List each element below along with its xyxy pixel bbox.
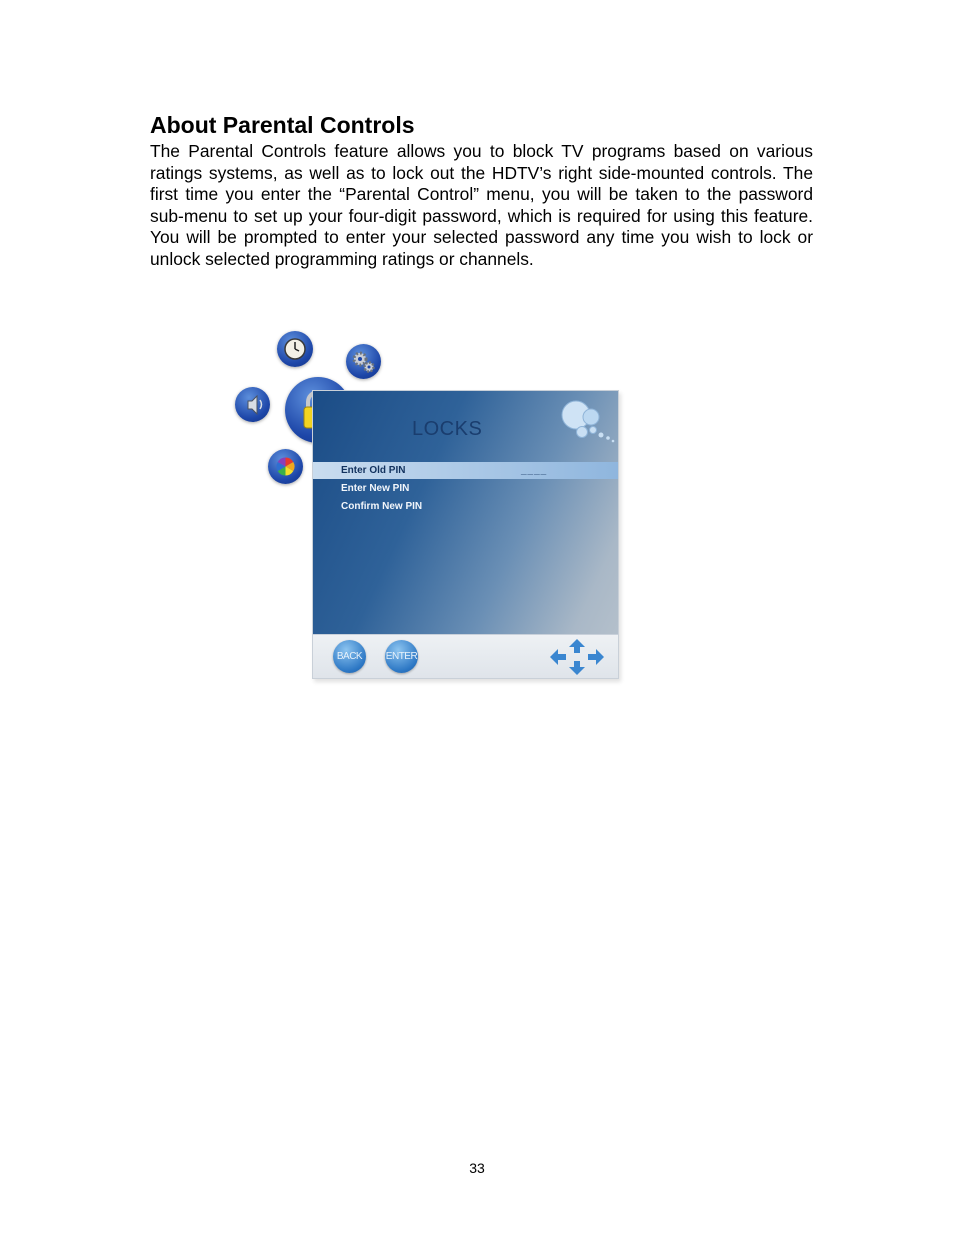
menu-item-label: Confirm New PIN	[341, 501, 423, 512]
section-heading: About Parental Controls	[150, 112, 415, 138]
enter-button[interactable]: ENTER	[385, 640, 418, 673]
body-paragraph: The Parental Controls feature allows you to block TV programs based on various ratings systems, as well as to lock out the HDTV’s right side-mounted controls. The first time you enter the “Parental Control” menu, you will be taken to the password sub-menu to set up your four-digit password, which is required for using this feature. You will be prompted to enter your selected password any time you wish to lock or unlock selected programming ratings or channels.	[150, 141, 813, 269]
menu-list	[313, 462, 618, 516]
gears-icon	[346, 344, 381, 379]
page-number: 33	[469, 1160, 485, 1176]
speaker-icon	[235, 387, 270, 422]
navigation-arrows-icon	[549, 638, 605, 676]
menu-item-label: Enter New PIN	[341, 483, 410, 494]
pin-entry-field[interactable]: ____	[521, 465, 548, 476]
menu-footer	[313, 634, 618, 678]
menu-item-label: Enter Old PIN	[341, 465, 406, 476]
menu-item-confirm-new-pin[interactable]	[313, 498, 618, 515]
menu-title: LOCKS	[412, 418, 483, 440]
tv-menu-screenshot	[228, 325, 628, 685]
clock-icon	[277, 331, 313, 367]
back-button[interactable]: BACK	[333, 640, 366, 673]
color-wheel-icon	[268, 449, 303, 484]
locks-menu-panel	[312, 390, 619, 679]
menu-item-enter-old-pin[interactable]	[313, 462, 618, 479]
menu-item-enter-new-pin[interactable]	[313, 480, 618, 497]
bubbles-icon	[551, 397, 619, 447]
